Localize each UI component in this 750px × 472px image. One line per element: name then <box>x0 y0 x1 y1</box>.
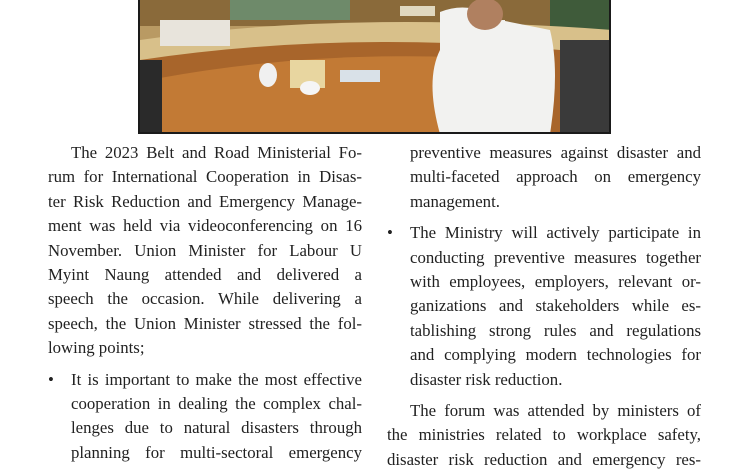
bullet1-line-1: It is important to make the most effective <box>71 369 362 389</box>
bullet-item-2 <box>387 221 701 392</box>
bullet1-cont-line-2: multi-faceted approach on emergency <box>410 167 701 187</box>
bullet1-line-4: planning for multi-sectoral emergency <box>71 442 362 462</box>
bullet2-line-2: conducting preventive measures together <box>410 247 701 267</box>
bullet1-line-3: lenges due to natural disasters through <box>71 418 362 438</box>
left-column <box>48 141 362 465</box>
bullet-item-1 <box>48 368 362 466</box>
closing-line-3: disaster risk reduction and emergency res- <box>387 449 701 469</box>
bullet2-line-5: tablishing strong rules and regulations <box>410 320 701 340</box>
intro-line-5: November. Union Minister for Labour U <box>48 240 362 260</box>
bullet2-line-3: with employees, employers, relevant or- <box>410 272 701 292</box>
intro-line-7: speech the occasion. While delivering a <box>48 289 362 309</box>
bullet-icon: • <box>387 223 393 243</box>
meeting-photo <box>138 0 611 134</box>
bullet-item-1-continued <box>387 141 701 214</box>
intro-line-1: The 2023 Belt and Road Ministerial Fo- <box>71 143 362 162</box>
right-column <box>387 141 701 472</box>
intro-line-2: rum for International Cooperation in Disas- <box>48 167 362 187</box>
bullet1-line-2: cooperation in dealing the complex chal- <box>71 394 362 414</box>
bullet2-line-1: The Ministry will actively participate in <box>410 223 701 243</box>
bullet2-line-4: ganizations and stakeholders while es- <box>410 296 701 316</box>
closing-line-2: the ministries related to workplace safety, <box>387 425 701 445</box>
intro-line-8: speech, the Union Minister stressed the fol- <box>48 313 362 333</box>
bullet-icon: • <box>48 369 54 389</box>
bullet1-cont-line-1: preventive measures against disaster and <box>410 143 701 162</box>
bullet2-line-7: disaster risk reduction. <box>410 369 563 389</box>
bullet1-cont-line-3: management. <box>410 191 500 211</box>
closing-line-1: The forum was attended by ministers of <box>410 401 701 421</box>
intro-line-4: ment was held via videoconferencing on 16 <box>48 216 362 236</box>
bullet2-line-6: and complying modern technologies for <box>410 345 701 365</box>
intro-line-3: ter Risk Reduction and Emergency Manage- <box>48 191 362 211</box>
closing-paragraph <box>387 399 701 472</box>
intro-line-6: Myint Naung attended and delivered a <box>48 265 362 285</box>
intro-line-9: lowing points; <box>48 338 145 358</box>
